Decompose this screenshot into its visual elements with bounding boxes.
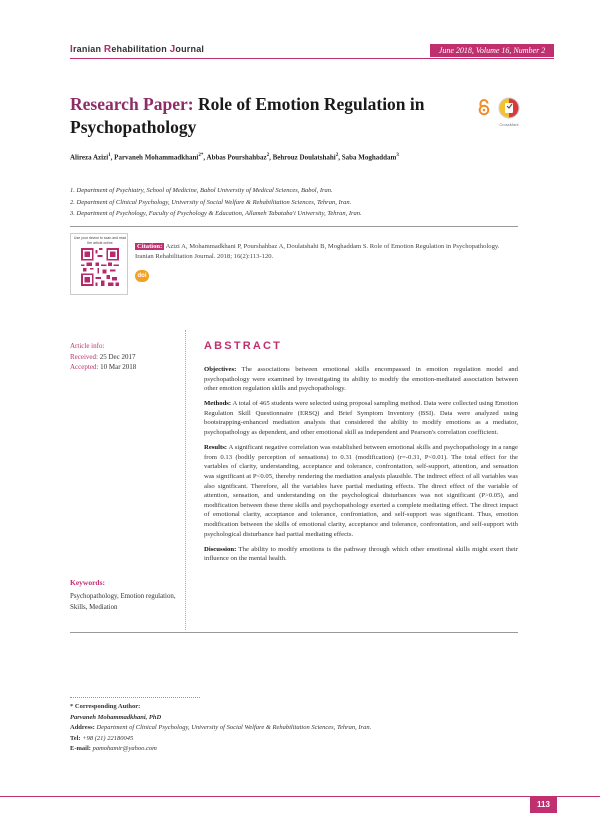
citation-text: Azizi A, Mohammadkhani P, Pourshahbaz A, Doulatshahi B, Moghaddam S. Role of Emotion Regulation in Psychopathology. Iranian Rehabilitation Journal. 2018; 16(2):113-120. bbox=[135, 243, 500, 260]
qr-code-icon[interactable] bbox=[81, 248, 119, 286]
abstract-objectives bbox=[204, 365, 518, 394]
abstract-section-text: A total of 465 students were selected using proposal sampling method. Data were collected using Emotion Regulation Skill Questionnaire (ERSQ) and Brief Symptom Inventory (BSI). Data were analyzed using bootstrapping-enhanced mediation analysis that considered the ability to modify emotions as a mediator, psychopathology as dependent, and other emotional skill as independent and Pearson's correlation coefficient. bbox=[204, 400, 518, 437]
abstract-results bbox=[204, 443, 518, 539]
journal-cap-1: I bbox=[70, 44, 73, 55]
article-type-label: Research Paper: bbox=[70, 94, 194, 114]
affiliation-item: 2. Department of Clinical Psychology, University of Social Welfare & Rehabilitation Sciences, Tehran, Iran. bbox=[70, 198, 352, 206]
author-list: Alireza Azizi$^1$, Parvaneh Mohammadkhani$^{2*}$, Abbas Pourshahbaz$^2$, Behrouz Doulatshahi$^2$, Saba Moghaddam$^3$ bbox=[70, 153, 399, 162]
author-sup: 2* bbox=[198, 153, 204, 158]
crossmark-label: CrossMark bbox=[499, 122, 519, 127]
abstract-section-label: Objectives: bbox=[204, 366, 237, 373]
footer-rule bbox=[0, 796, 600, 797]
keywords-heading: Keywords: bbox=[70, 578, 105, 587]
citation-label: Citation: bbox=[137, 243, 163, 250]
address-text: Department of Clinical Psychology, University of Social Welfare & Rehabilitation Sciences, Tehran, Iran. bbox=[96, 724, 372, 732]
email-row bbox=[70, 744, 371, 755]
section-divider bbox=[70, 226, 518, 227]
corresponding-heading: * Corresponding Author: bbox=[70, 703, 141, 710]
abstract-section-text: The ability to modify emotions is the pathway through which other emotional skills might exert their influence on the mental health. bbox=[204, 545, 518, 563]
journal-word-2: ehabilitation bbox=[111, 44, 170, 54]
page-number: 113 bbox=[530, 797, 557, 813]
journal-cap-2: R bbox=[103, 44, 112, 55]
received-label: Received: bbox=[70, 352, 98, 361]
tel-label: Tel: bbox=[70, 734, 81, 742]
qr-box bbox=[70, 233, 128, 295]
author-sup: 2 bbox=[335, 153, 339, 158]
abstract-section-label: Discussion: bbox=[204, 545, 237, 553]
author-name: Behrouz Doulatshahi bbox=[272, 153, 336, 162]
journal-word-1: ranian bbox=[72, 44, 104, 54]
abstract-section-label: Results: bbox=[204, 444, 228, 452]
author-name: Saba Moghaddam bbox=[341, 153, 397, 162]
abstract-section-text: The associations between emotional skills encompassed in emotion regulation model and psychopathology were examined by investigating its ability to modify the emotion-mediated association between other emotion regulation skills and psychopathology. bbox=[204, 366, 518, 393]
keywords-text: Psychopathology, Emotion regulation, Skills, Mediation bbox=[70, 593, 176, 611]
received-date: 25 Dec 2017 bbox=[99, 352, 136, 361]
accepted-label: Accepted: bbox=[70, 363, 99, 371]
author-sup: 3 bbox=[396, 153, 399, 158]
issue-badge: June 2018, Volume 16, Number 2 bbox=[430, 44, 554, 57]
affiliations bbox=[70, 185, 362, 220]
header-rule bbox=[70, 58, 554, 59]
abstract-section-text: A significant negative correlation was established between emotional skills and psychopathology in a range from 0.13 (bodily perception of sensations) to 0.31 (modification) (r=-0.31, P<0.01). The total effect for the variables of clarity, understanding, acceptance and tolerance, confrontation, self-support, attention, and sensation was significant at P<0.05, thereby rendering the mediation analysis plausible. The indirect effect of all variables was also significant. Therefore, all the variables have partial mediating effects. The direct effect of the variable of attention, sensation, and understanding on the psychological disturbances was not significant (P>0.05), and modification between these three skills and psychopathology exerted a complete mediating effect. The direct impact of emotional clarity, acceptance and tolerance, confrontation, and self-support was significant. Thus, emotion modification between the skills of emotional clarity, acceptance and tolerance, confrontation, and self-support with psychological disturbance had partial mediating effects. bbox=[204, 444, 518, 538]
received-row bbox=[70, 352, 136, 363]
qr-caption: Use your device to scan and read the article online bbox=[73, 236, 127, 245]
tel-row bbox=[70, 734, 371, 745]
email-label: E-mail: bbox=[70, 745, 91, 753]
abstract-discussion bbox=[204, 545, 518, 564]
open-access-icon bbox=[478, 99, 490, 116]
footnote-rule bbox=[70, 697, 200, 698]
affiliation-item: 3. Department of Psychology, Faculty of Psychology & Education, Allameh Tabataba'i University, Tehran, Iran. bbox=[70, 210, 362, 217]
abstract-heading: ABSTRACT bbox=[204, 340, 283, 352]
crossmark-icon[interactable] bbox=[498, 97, 520, 123]
column-divider bbox=[185, 330, 186, 630]
journal-name bbox=[70, 44, 204, 55]
email-link[interactable]: pamohamir@yahoo.com bbox=[92, 745, 157, 753]
journal-cap-3: J bbox=[169, 44, 176, 55]
author-sup: 2 bbox=[266, 153, 270, 158]
address-row bbox=[70, 723, 371, 734]
article-title-text: Role of Emotion Regulation in Psychopathology bbox=[70, 94, 425, 137]
author-name: Parvaneh Mohammadkhani bbox=[114, 153, 199, 162]
doi-icon[interactable]: doi bbox=[135, 270, 149, 282]
corresponding-name: Parvaneh Mohammadkhani, PhD bbox=[70, 713, 162, 721]
abstract-methods bbox=[204, 399, 518, 437]
accepted-row bbox=[70, 362, 136, 373]
journal-word-3: ournal bbox=[175, 44, 205, 54]
citation bbox=[135, 242, 517, 262]
article-info-heading: Article info: bbox=[70, 342, 105, 350]
address-label: Address: bbox=[70, 724, 95, 732]
section-divider-bottom bbox=[70, 632, 518, 633]
abstract-body bbox=[204, 365, 518, 569]
article-info bbox=[70, 341, 136, 373]
tel-number: +98 (21) 22180045 bbox=[82, 734, 134, 742]
author-name: Abbas Pourshahbaz bbox=[206, 153, 267, 162]
author-sup: 1 bbox=[108, 153, 111, 158]
affiliation-item: 1. Department of Psychiatry, School of Medicine, Babol University of Medical Sciences, Babol, Iran. bbox=[70, 187, 333, 194]
abstract-section-label: Methods: bbox=[204, 400, 232, 408]
author-name: Alireza Azizi bbox=[70, 153, 109, 162]
corresponding-author bbox=[70, 702, 371, 755]
article-title bbox=[70, 93, 490, 139]
accepted-date: 10 Mar 2018 bbox=[100, 363, 137, 371]
